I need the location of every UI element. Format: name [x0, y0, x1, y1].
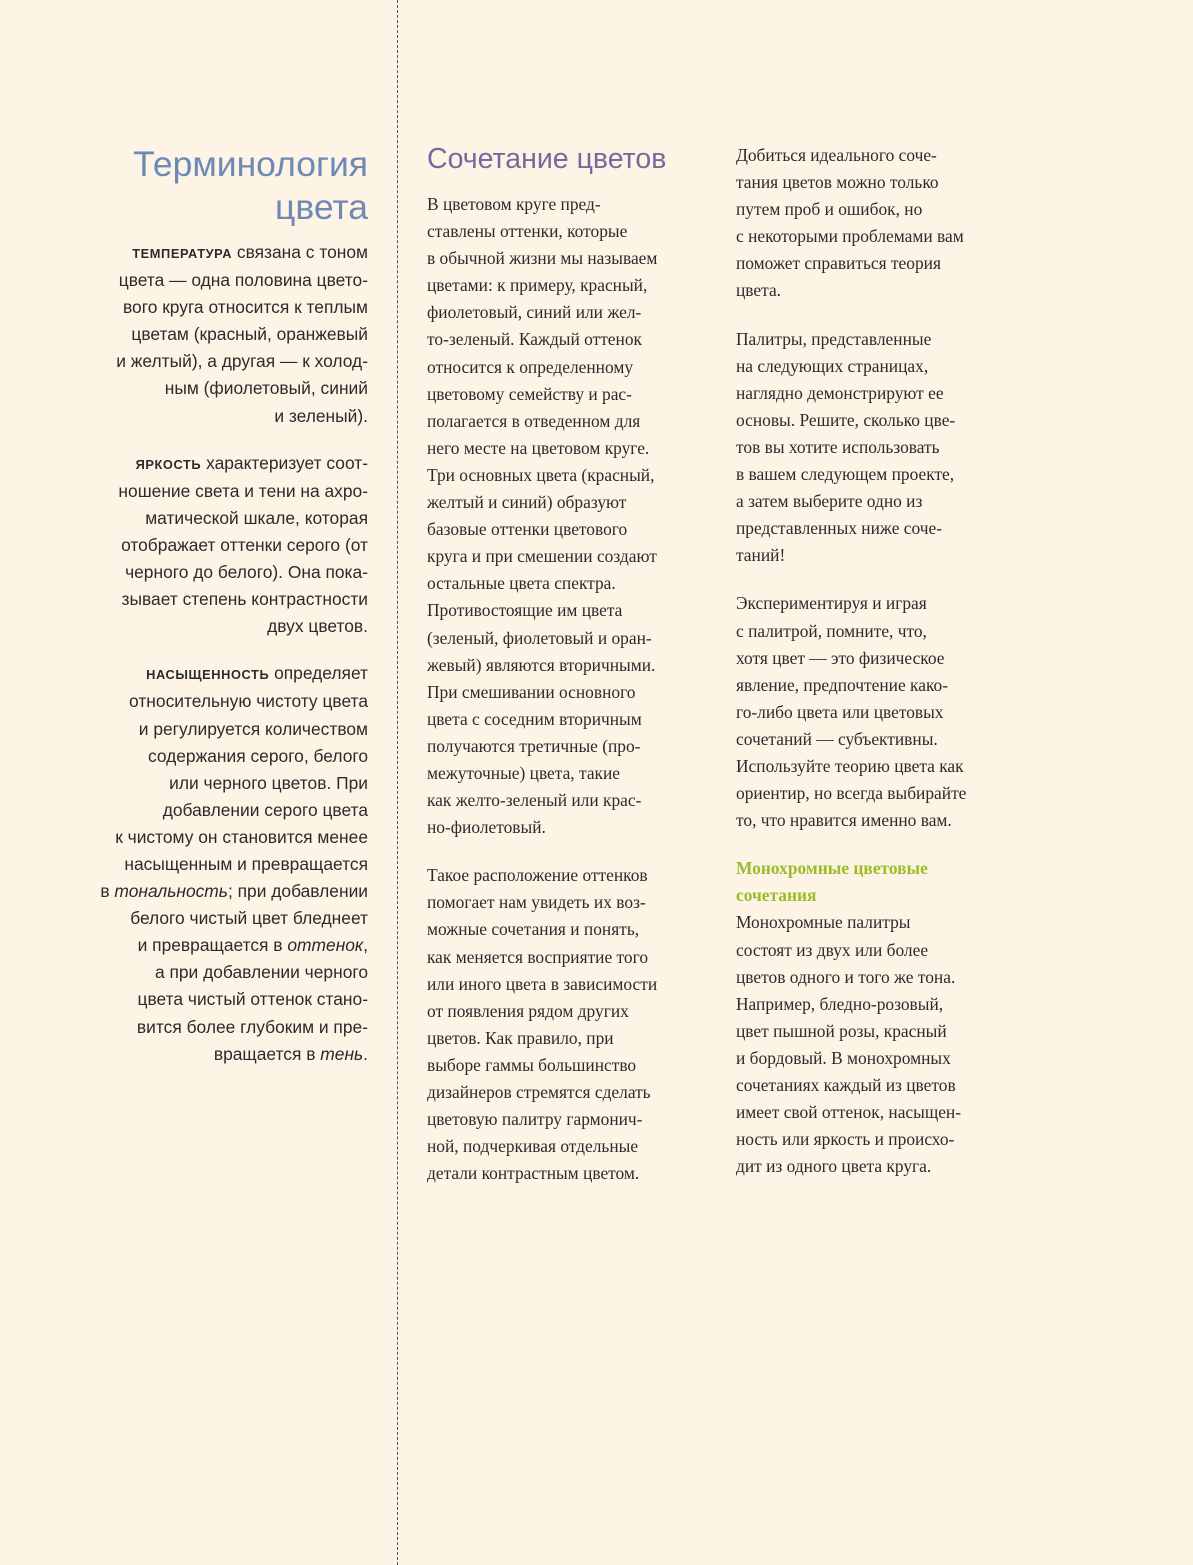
text-line	[60, 1041, 368, 1068]
text-line: Монохромные цветовые	[736, 858, 928, 879]
text-line: выборе гаммы большинство	[427, 1054, 637, 1075]
text-line: черного до белого). Она пока-	[125, 562, 368, 583]
paragraph	[736, 326, 1026, 570]
text-line: Такое расположение оттенков	[427, 865, 648, 886]
text-line: имеет свой оттенок, насыщен-	[736, 1102, 962, 1123]
text-line: дизайнеров стремятся сделать	[427, 1082, 651, 1102]
text-line: Используйте теорию цвета как	[736, 755, 964, 776]
text-line: то, что нравится именно вам.	[736, 810, 952, 831]
text-line: го-либо цвета или цветовых	[736, 701, 944, 722]
text-line: основы. Решите, сколько цве-	[736, 409, 956, 430]
text-line: хотя цвет — это физическое	[736, 647, 945, 668]
text-line: цвета.	[736, 280, 782, 301]
text-line: ориентир, но всегда выбирайте	[736, 783, 967, 804]
terminology-column	[60, 143, 368, 1088]
text-line: помогает нам увидеть их воз-	[427, 892, 646, 913]
text-line: ношение света и тени на ахро-	[118, 480, 368, 501]
text-line: цветовому семейству и рас-	[427, 383, 632, 404]
text-line: добавлении серого цвета	[162, 799, 368, 820]
text-line: матической шкале, которая	[145, 507, 368, 528]
text-line: можные сочетания и понять,	[427, 919, 640, 940]
text-line: на следующих страницах,	[736, 355, 929, 376]
text-fragment: .	[363, 1043, 368, 1064]
term-tonality: тональность	[114, 881, 228, 902]
text-line: таний!	[736, 545, 786, 566]
text-line: цветами: к примеру, красный,	[427, 275, 648, 296]
term-brightness: ЯРКОСТЬ	[135, 456, 202, 472]
text-line: Палитры, представленные	[736, 328, 932, 349]
term-temperature: ТЕМПЕРАТУРА	[132, 246, 233, 261]
text-line: остальные цвета спектра.	[427, 573, 616, 594]
page-divider	[397, 0, 398, 1565]
text-line: жевый) являются вторичными.	[427, 654, 656, 675]
text-line: белого чистый цвет бледнеет	[130, 908, 368, 929]
text-line: Экспериментируя и играя	[736, 593, 927, 614]
text-line: (зеленый, фиолетовый и оран-	[427, 627, 652, 648]
text-line: вого круга относится к теплым	[123, 297, 368, 318]
text-line	[60, 450, 368, 478]
text-line	[60, 239, 368, 267]
monochrome-paragraph	[736, 909, 1026, 1180]
text-line: и зеленый).	[274, 405, 368, 426]
text-line: насыщенным и превращается	[124, 853, 368, 874]
text-line: сочетания	[736, 885, 817, 906]
text-fragment: ,	[363, 935, 368, 956]
text-line: Добиться идеального соче-	[736, 145, 937, 165]
text-line: него месте на цветовом круге.	[427, 437, 650, 458]
text-line: цветовую палитру гармонич-	[427, 1109, 643, 1130]
text-line: или черного цветов. При	[169, 772, 368, 793]
text-line: или иного цвета в зависимости	[427, 973, 658, 994]
text-fragment: вращается в	[213, 1043, 321, 1064]
text-line: с некоторыми проблемами вам	[736, 226, 964, 247]
text-line: ной, подчеркивая отдельные	[427, 1136, 639, 1157]
text-line: в вашем следующем проекте,	[736, 464, 955, 485]
text-line: цветам (красный, оранжевый	[131, 324, 368, 345]
text-line: цвета с соседним вторичным	[427, 708, 642, 729]
text-line: тания цветов можно только	[736, 172, 939, 193]
term-tint: оттенок	[287, 935, 364, 956]
text-line: явление, предпочтение како-	[736, 674, 948, 695]
text-line	[60, 878, 368, 905]
text-line: ность или яркость и происхо-	[736, 1129, 955, 1150]
text-line: получаются третичные (про-	[427, 735, 641, 756]
text-line: содержания серого, белого	[147, 745, 368, 766]
text-line: цветов. Как правило, при	[427, 1027, 614, 1048]
text-line: ным (фиолетовый, синий	[164, 378, 368, 399]
paragraph	[427, 862, 712, 1187]
brightness-paragraph	[60, 450, 368, 641]
text-line: цвета — одна половина цвето-	[118, 270, 368, 291]
text-line: желтый и синий) образуют	[427, 492, 627, 513]
text-line: фиолетовый, синий или жел-	[427, 302, 642, 323]
text-line: как меняется восприятие того	[427, 946, 649, 967]
text-line: наглядно демонстрируют ее	[736, 382, 944, 403]
term-saturation: НАСЫЩЕННОСТЬ	[146, 667, 270, 683]
text-fragment: и превращается в	[137, 935, 288, 956]
text-line: полагается в отведенном для	[427, 410, 641, 431]
text-line: При смешивании основного	[427, 681, 636, 702]
text-line: Монохромные палитры	[736, 912, 911, 933]
text-line: Противостоящие им цвета	[427, 600, 623, 621]
text-line: Три основных цвета (красный,	[427, 464, 655, 485]
text-line: а затем выберите одно из	[736, 491, 923, 512]
text-fragment: в	[100, 881, 115, 902]
text-line: Например, бледно-розовый,	[736, 993, 944, 1014]
text-fragment: связана с тоном	[232, 242, 368, 262]
color-combination-title: Сочетание цветов	[427, 143, 667, 175]
text-fragment: определяет	[269, 663, 368, 684]
text-line: состоят из двух или более	[736, 939, 929, 960]
text-line	[60, 932, 368, 959]
paragraph	[736, 590, 1026, 834]
text-line: то-зеленый. Каждый оттенок	[427, 329, 642, 350]
text-line: как желто-зеленый или крас-	[427, 790, 642, 811]
text-line: тов вы хотите использовать	[736, 436, 940, 457]
term-shade: тень	[320, 1043, 364, 1064]
text-line	[60, 660, 368, 688]
title-line: Терминология	[133, 144, 368, 184]
text-line: круга и при смешении создают	[427, 546, 657, 567]
title-line: цвета	[275, 187, 368, 227]
text-fragment: характеризует соот-	[201, 452, 368, 473]
theory-column	[736, 142, 1026, 1201]
text-line: базовые оттенки цветового	[427, 519, 628, 540]
text-line: цвета чистый оттенок стано-	[137, 989, 368, 1010]
text-line: и желтый), а другая — к холод-	[116, 351, 368, 372]
text-line: дит из одного цвета круга.	[736, 1156, 932, 1177]
text-line: сочетаний — субъективны.	[736, 728, 938, 749]
text-line: с палитрой, помните, что,	[736, 620, 927, 641]
paragraph	[736, 142, 1026, 305]
text-line: зывает степень контрастности	[121, 589, 368, 610]
text-line: относительную чистоту цвета	[129, 691, 368, 712]
text-line: В цветовом круге пред-	[427, 194, 601, 214]
text-line: относится к определенному	[427, 356, 634, 377]
text-line: от появления рядом других	[427, 1000, 629, 1021]
text-line: детали контрастным цветом.	[427, 1163, 640, 1184]
text-line: путем проб и ошибок, но	[736, 199, 923, 220]
monochrome-subhead	[736, 855, 1026, 909]
text-line: сочетаниях каждый из цветов	[736, 1075, 956, 1095]
text-line: представленных ниже соче-	[736, 518, 942, 539]
text-line: цветов одного и того же тона.	[736, 966, 956, 987]
saturation-paragraph	[60, 660, 368, 1067]
text-line: вится более глубоким и пре-	[136, 1016, 368, 1037]
color-combination-column	[427, 141, 712, 1208]
text-line: и бордовый. В монохромных	[736, 1047, 951, 1068]
text-line: поможет справиться теория	[736, 253, 941, 274]
text-line: двух цветов.	[267, 616, 368, 637]
text-line: и регулируется количеством	[138, 718, 368, 739]
text-line: отображает оттенки серого (от	[121, 534, 368, 555]
text-line: а при добавлении черного	[154, 962, 368, 983]
text-fragment: ; при добавлении	[227, 881, 368, 902]
text-line: ставлены оттенки, которые	[427, 221, 628, 242]
terminology-title	[60, 143, 368, 229]
temperature-paragraph	[60, 239, 368, 430]
text-line: межуточные) цвета, такие	[427, 762, 621, 783]
text-line: к чистому он становится менее	[115, 826, 368, 847]
paragraph	[427, 191, 712, 841]
text-line: цвет пышной розы, красный	[736, 1020, 947, 1041]
text-line: но-фиолетовый.	[427, 817, 546, 838]
text-line: в обычной жизни мы называем	[427, 248, 658, 269]
